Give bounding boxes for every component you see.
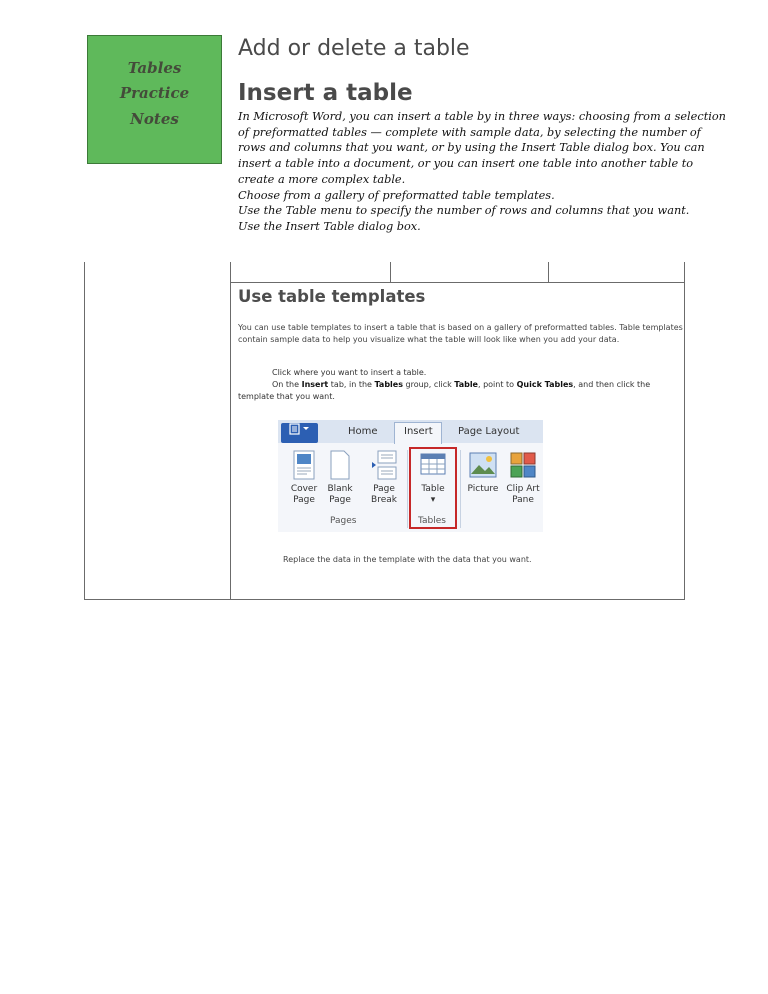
intro-line: create a more complex table. (238, 172, 406, 186)
table-cell-divider (390, 262, 391, 283)
intro-line: Use the Insert Table dialog box. (238, 219, 421, 233)
templates-steps (238, 367, 684, 403)
blank-page-label-2: Page (329, 495, 351, 505)
clip-art-button[interactable] (504, 450, 542, 514)
file-menu-button[interactable] (281, 423, 318, 443)
intro-line: of preformatted tables — complete with sample data, by selecting the number of (238, 125, 701, 139)
templates-title: Use table templates (238, 287, 426, 306)
office-icon (289, 423, 311, 435)
step-2-text: group, click (402, 380, 455, 389)
clip-art-label-2: Pane (512, 495, 534, 505)
step-2-insert: Insert (301, 380, 329, 389)
step-2-table: Table (454, 380, 478, 389)
sidebar-label-tables: Tables (127, 59, 182, 77)
group-label-pages: Pages (330, 516, 357, 526)
page-break-label-2: Break (371, 495, 397, 505)
step-2-tables: Tables (374, 380, 403, 389)
intro-paragraph (238, 109, 726, 235)
cover-page-button[interactable] (286, 450, 322, 514)
templates-final-step: Replace the data in the template with the data that you want. (283, 555, 532, 564)
tab-insert[interactable]: Insert (404, 426, 433, 437)
blank-page-label-1: Blank (327, 484, 353, 494)
step-2-text: On the (272, 380, 302, 389)
tab-home[interactable]: Home (348, 426, 378, 437)
cover-page-icon (293, 450, 315, 480)
step-2-text: tab, in the (328, 380, 375, 389)
dropdown-arrow-icon: ▾ (430, 495, 436, 505)
step-2-text: , and then click the template that you want. (238, 380, 651, 401)
picture-icon (469, 452, 497, 478)
clip-art-icon (510, 452, 536, 478)
ribbon-screenshot (278, 420, 543, 532)
intro-line: Choose from a gallery of preformatted table templates. (238, 188, 555, 202)
table-cell-divider (548, 262, 549, 283)
blank-page-button[interactable] (322, 450, 358, 514)
blank-page-icon (330, 450, 350, 480)
sidebar-label-practice: Practice (119, 84, 190, 102)
sidebar-box (87, 35, 222, 164)
templates-body: You can use table templates to insert a table that is based on a gallery of preformatted tables. Table templates contain sample data to help you visualize what the table will look like when you add your data. (238, 323, 683, 344)
step-2-text: , point to (477, 380, 517, 389)
group-separator (407, 450, 408, 528)
sidebar-label-notes: Notes (130, 110, 179, 128)
page-title: Add or delete a table (238, 36, 470, 61)
intro-line: rows and columns that you want, or by using the Insert Table dialog box. You can (238, 141, 705, 155)
step-1: Click where you want to insert a table. (272, 368, 427, 377)
table-border-divider (230, 262, 231, 600)
section-title: Insert a table (238, 80, 413, 106)
cover-page-label-1: Cover (290, 484, 318, 494)
intro-line: In Microsoft Word, you can insert a table by in three ways: choosing from a selection (238, 110, 726, 123)
clip-art-label-1: Clip Art (506, 484, 540, 494)
group-separator (460, 450, 461, 528)
page-break-button[interactable] (366, 450, 402, 514)
page-break-icon (371, 450, 397, 480)
tab-page-layout[interactable]: Page Layout (458, 426, 520, 437)
group-label-tables: Tables (418, 516, 446, 526)
page-break-label-1: Page (373, 484, 395, 494)
picture-label: Picture (467, 484, 499, 494)
table-row-divider (230, 282, 685, 283)
step-2 (238, 379, 684, 403)
table-border-left (84, 262, 85, 600)
table-border-bottom (84, 599, 685, 600)
cover-page-label-2: Page (293, 495, 315, 505)
table-label: Table (421, 484, 445, 494)
picture-button[interactable] (464, 450, 502, 514)
table-border-right (684, 262, 685, 600)
intro-line: insert a table into a document, or you can insert one table into another table to (238, 157, 694, 171)
intro-line: Use the Table menu to specify the number of rows and columns that you want. (238, 204, 690, 218)
step-2-quick-tables: Quick Tables (516, 380, 574, 389)
